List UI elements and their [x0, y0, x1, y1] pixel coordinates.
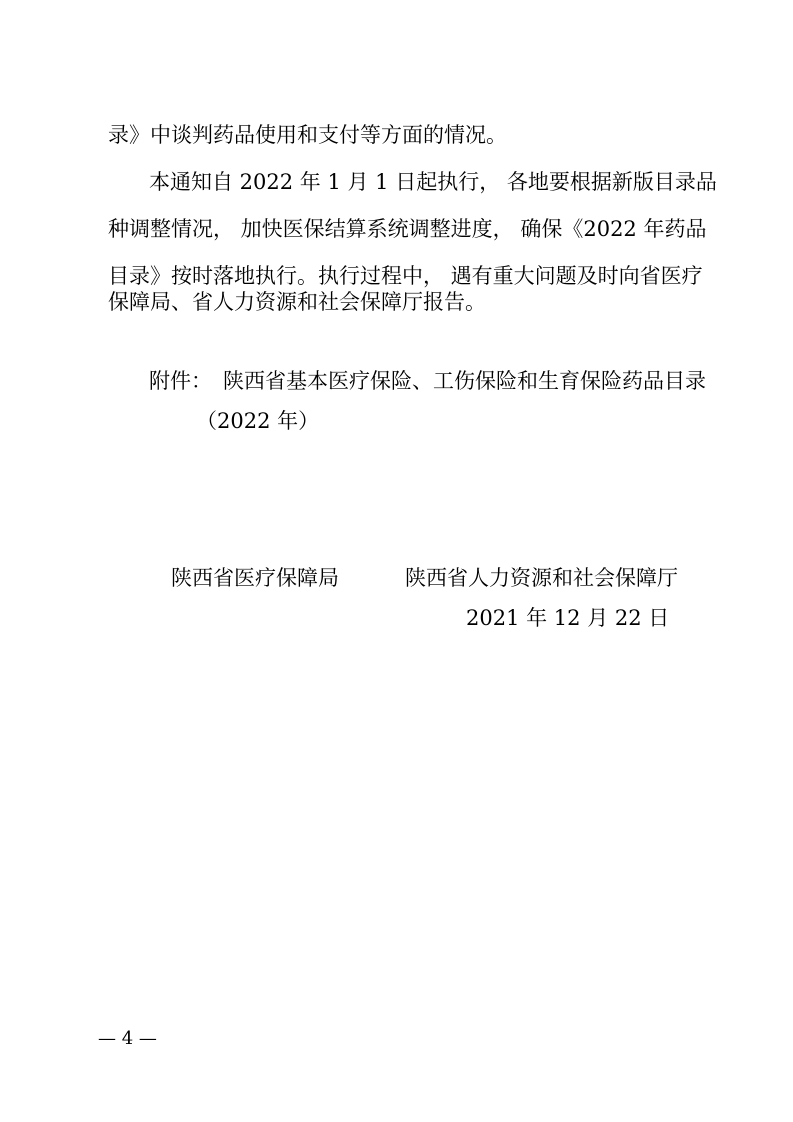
body-text-line: 本通知自 2022 年 1 月 1 日起执行， 各地要根据新版目录品 — [149, 170, 717, 194]
issuing-org-medical-security-bureau: 陕西省医疗保障局 — [171, 566, 339, 590]
page-number: — 4 — — [98, 1028, 157, 1049]
attachment-label: 附件： — [149, 369, 212, 393]
issuing-org-human-resources-department: 陕西省人力资源和社会保障厅 — [405, 566, 678, 590]
attachment-year: （2022 年） — [196, 409, 320, 433]
attachment-title: 陕西省基本医疗保险、工伤保险和生育保险药品目录 — [223, 369, 706, 393]
body-text-line: 保障局、省人力资源和社会保障厅报告。 — [108, 290, 486, 314]
body-text-line: 种调整情况， 加快医保结算系统调整进度， 确保《2022 年药品 — [108, 217, 707, 241]
issue-date: 2021 年 12 月 22 日 — [466, 606, 670, 630]
body-text-line: 目录》按时落地执行。执行过程中， 遇有重大问题及时向省医疗 — [108, 264, 703, 288]
body-text-line: 录》中谈判药品使用和支付等方面的情况。 — [108, 123, 507, 147]
